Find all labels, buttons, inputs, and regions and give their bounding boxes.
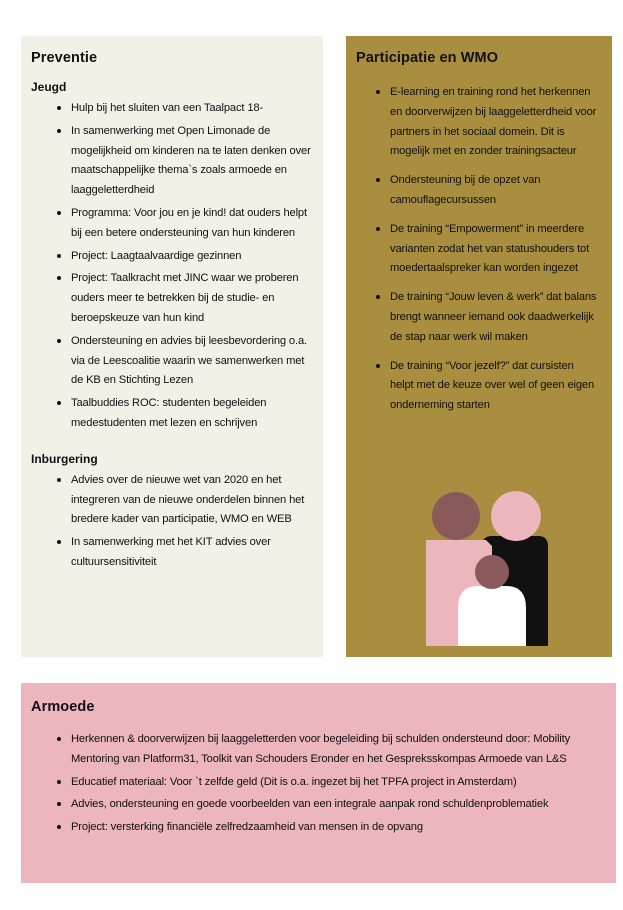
parent-left-head [432,492,480,540]
family-icon [422,490,548,646]
preventie-title: Preventie [31,50,98,66]
jeugd-heading: Jeugd [31,80,67,94]
preventie-panel [21,36,323,657]
participatie-title: Participatie en WMO [356,50,499,66]
list-item: • Ondersteuning bij de opzet van camouflagecursussen [390,170,600,211]
list-item: • E-learning en training rond het herkennen en doorverwijzen bij laaggeletterdheid voor partners in het sociaal domein. Dit is mogelijk met en zonder trainingsacteur [390,82,600,162]
child-head [475,555,509,589]
list-item: • Hulp bij het sluiten van een Taalpact 18- [71,98,311,119]
inburgering-heading: Inburgering [31,451,98,466]
armoede-list [31,729,604,838]
list-item: • De training “Empowerment” in meerdere varianten zodat het van statushouders tot moedertaalspreker kan worden ingezet [390,219,600,279]
list-item: • Herkennen & doorverwijzen bij laaggeletterden voor begeleiding bij schulden ondersteund door: Mobility Mentoring van Platform31, Toolkit van Schouders Eronder en het Gespreksskompas Armoede van L&S [71,729,604,770]
list-item: • In samenwerking met Open Limonade de mogelijkheid om kinderen na te laten denken over maatschappelijke thema`s zoals armoede en laaggeletterdheid [71,121,311,201]
participatie-list [356,82,600,416]
list-item: • Project: Laagtaalvaardige gezinnen [71,246,311,267]
list-item: • Taalbuddies ROC: studenten begeleiden medestudenten met lezen en schrijven [71,393,311,434]
armoede-title: Armoede [31,699,95,715]
list-item: • Advies, ondersteuning en goede voorbeelden van een integrale aanpak rond schuldenproblematiek [71,794,604,815]
list-item: • Project: Taalkracht met JINC waar we proberen ouders meer te betrekken bij de studie- en beroepskeuze van hun kind [71,268,311,328]
inburgering-list [31,470,311,573]
list-item: • De training “Jouw leven & werk” dat balans brengt wanneer iemand ook daadwerkelijk de stap naar werk wil maken [390,287,600,347]
list-item: • Project: versterking financiële zelfredzaamheid van mensen in de opvang [71,817,604,838]
armoede-panel [21,683,616,883]
child-body [458,586,526,646]
list-item: • In samenwerking met het KIT advies over cultuursensitiviteit [71,532,311,573]
parent-right-head [491,491,541,541]
list-item: • Educatief materiaal: Voor `t zelfde geld (Dit is o.a. ingezet bij het TPFA project in Amsterdam) [71,772,604,793]
list-item: • De training “Voor jezelf?” dat cursisten helpt met de keuze over wel of geen eigen onderneming starten [390,356,600,416]
list-item: • Ondersteuning en advies bij leesbevordering o.a. via de Leescoalitie waarin we samenwerken met de KB en Stichting Lezen [71,331,311,391]
list-item: • Programma: Voor jou en je kind! dat ouders helpt bij een betere ondersteuning van hun kinderen [71,203,311,244]
jeugd-list [31,98,311,434]
list-item: • Advies over de nieuwe wet van 2020 en het integreren van de nieuwe onderdelen binnen het bredere kader van participatie, WMO en WEB [71,470,311,530]
